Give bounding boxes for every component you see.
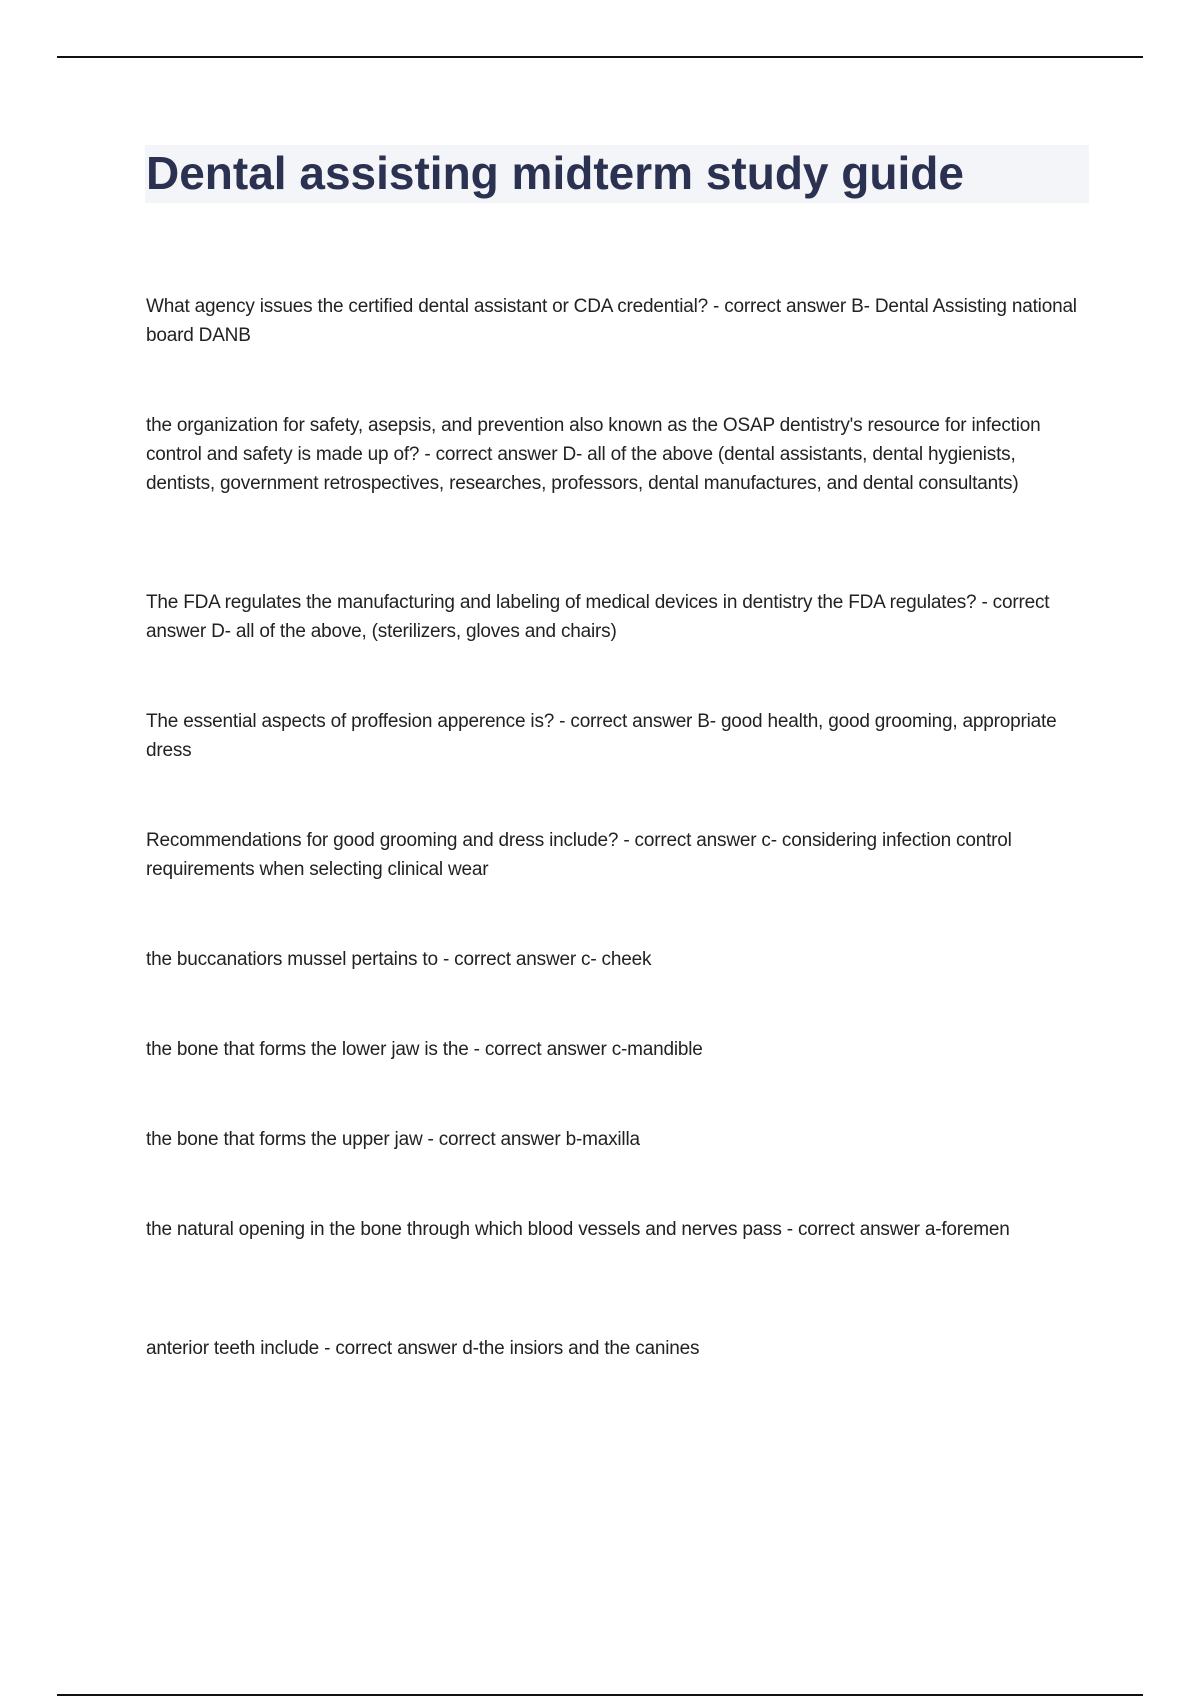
top-rule <box>57 56 1143 58</box>
bottom-rule <box>57 1694 1143 1696</box>
qa-item: the bone that forms the lower jaw is the - correct answer c-mandible <box>146 1039 703 1060</box>
qa-item: The FDA regulates the manufacturing and labeling of medical devices in dentistry the FDA regulates? - correct answer D- all of the above, (sterilizers, gloves and chairs) <box>146 592 1050 642</box>
qa-list <box>146 292 1086 1424</box>
qa-item: What agency issues the certified dental assistant or CDA credential? - correct answer B- Dental Assisting national board DANB <box>146 296 1077 346</box>
qa-item: Recommendations for good grooming and dress include? - correct answer c- considering infection control requirements when selecting clinical wear <box>146 830 1012 880</box>
qa-item: the buccanatiors mussel pertains to - correct answer c- cheek <box>146 949 652 970</box>
qa-item: The essential aspects of proffesion apperence is? - correct answer B- good health, good grooming, appropriate dress <box>146 711 1057 761</box>
qa-item: the bone that forms the upper jaw - correct answer b-maxilla <box>146 1129 640 1150</box>
page-title: Dental assisting midterm study guide <box>146 147 964 199</box>
qa-item: the natural opening in the bone through which blood vessels and nerves pass - correct answer a-foremen <box>146 1219 1010 1240</box>
qa-item: the organization for safety, asepsis, and prevention also known as the OSAP dentistry's resource for infection control and safety is made up of? - correct answer D- all of the above (dental assistants, dental hygienists, dentists, government retrospectives, researches, professors, dental manufactures, and dental consultants) <box>146 415 1041 494</box>
qa-item: anterior teeth include - correct answer d-the insiors and the canines <box>146 1338 700 1359</box>
